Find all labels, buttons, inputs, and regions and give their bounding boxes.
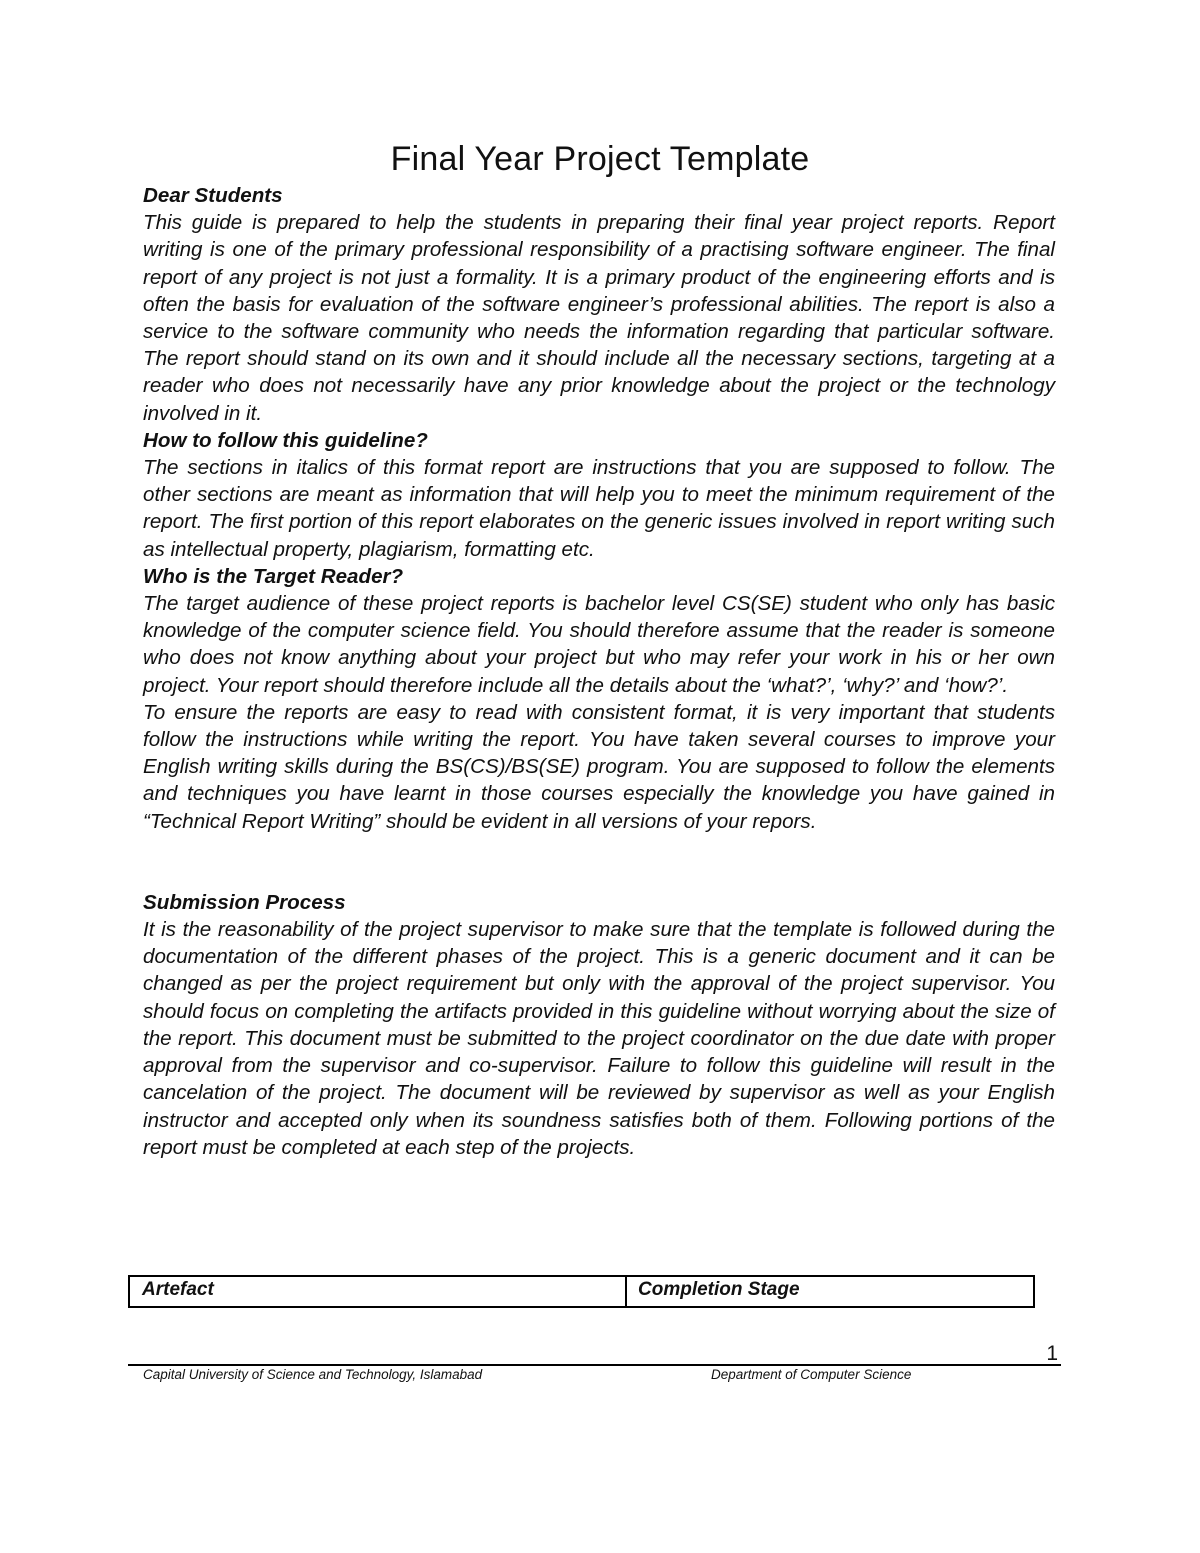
guideline-paragraph: The sections in italics of this format report are instructions that you are supposed to follow. The other sections are meant as information that will help you to meet the minimum requirement of the report. The first portion of this report elaborates on the generic issues involved in report writing such as intellectual property, plagiarism, formatting etc. — [143, 456, 1055, 561]
target-reader-paragraph: The target audience of these project reports is bachelor level CS(SE) student who only has basic knowledge of the computer science field. You should therefore assume that the reader is someone who does not know anything about your project but who may refer your work in his or her own project. Your report should therefore include all the details about the ‘what?’, ‘why?’ and ‘how?’. — [143, 592, 1055, 697]
footer-divider — [128, 1364, 1061, 1366]
artefact-table — [128, 1275, 1035, 1308]
table-header-completion-stage: Completion Stage — [638, 1279, 800, 1300]
section-heading-target-reader: Who is the Target Reader? — [143, 564, 404, 588]
section-heading-how-to-follow: How to follow this guideline? — [143, 428, 428, 452]
section-heading-dear-students: Dear Students — [143, 184, 283, 207]
table-header-artefact: Artefact — [130, 1277, 627, 1306]
document-title: Final Year Project Template — [390, 140, 810, 178]
intro-paragraph: This guide is prepared to help the students in preparing their final year project reports. Report writing is one of the primary professional responsibility of a practising software engineer. The final report of any project is not just a formality. It is a primary product of the engineering efforts and is often the basis for evaluation of the software engineer’s professional abilities. The report is also a service to the software community who needs the information regarding that particular software. The report should stand on its own and it should include all the necessary sections, targeting at a reader who does not necessarily have any prior knowledge about the project or the technology involved in it. — [143, 211, 1055, 425]
footer-department: Department of Computer Science — [711, 1367, 912, 1382]
document-body — [143, 182, 1055, 1161]
section-spacer — [143, 835, 1055, 889]
format-paragraph: To ensure the reports are easy to read with consistent format, it is very important that students follow the instructions while writing the report. You have taken several courses to improve your English writing skills during the BS(CS)/BS(SE) program. You are supposed to follow the elements and techniques you have learnt in those courses especially the knowledge you have gained in “Technical Report Writing” should be evident in all versions of your repors. — [143, 700, 1055, 833]
page-number: 1 — [1046, 1342, 1058, 1365]
submission-paragraph: It is the reasonability of the project supervisor to make sure that the template is followed during the documentation of the different phases of the project. This is a generic document and it can be changed as per the project requirement but only with the approval of the project supervisor. You should focus on completing the artifacts provided in this guideline without worrying about the size of the report. This document must be submitted to the project coordinator on the due date with proper approval from the supervisor and co-supervisor. Failure to follow this guideline will result in the cancelation of the project. The document will be reviewed by supervisor as well as your English instructor and accepted only when its soundness satisfies both of them. Following portions of the report must be completed at each step of the projects. — [143, 918, 1055, 1159]
section-heading-submission-process: Submission Process — [143, 890, 346, 914]
footer-university: Capital University of Science and Technology, Islamabad — [143, 1367, 483, 1382]
